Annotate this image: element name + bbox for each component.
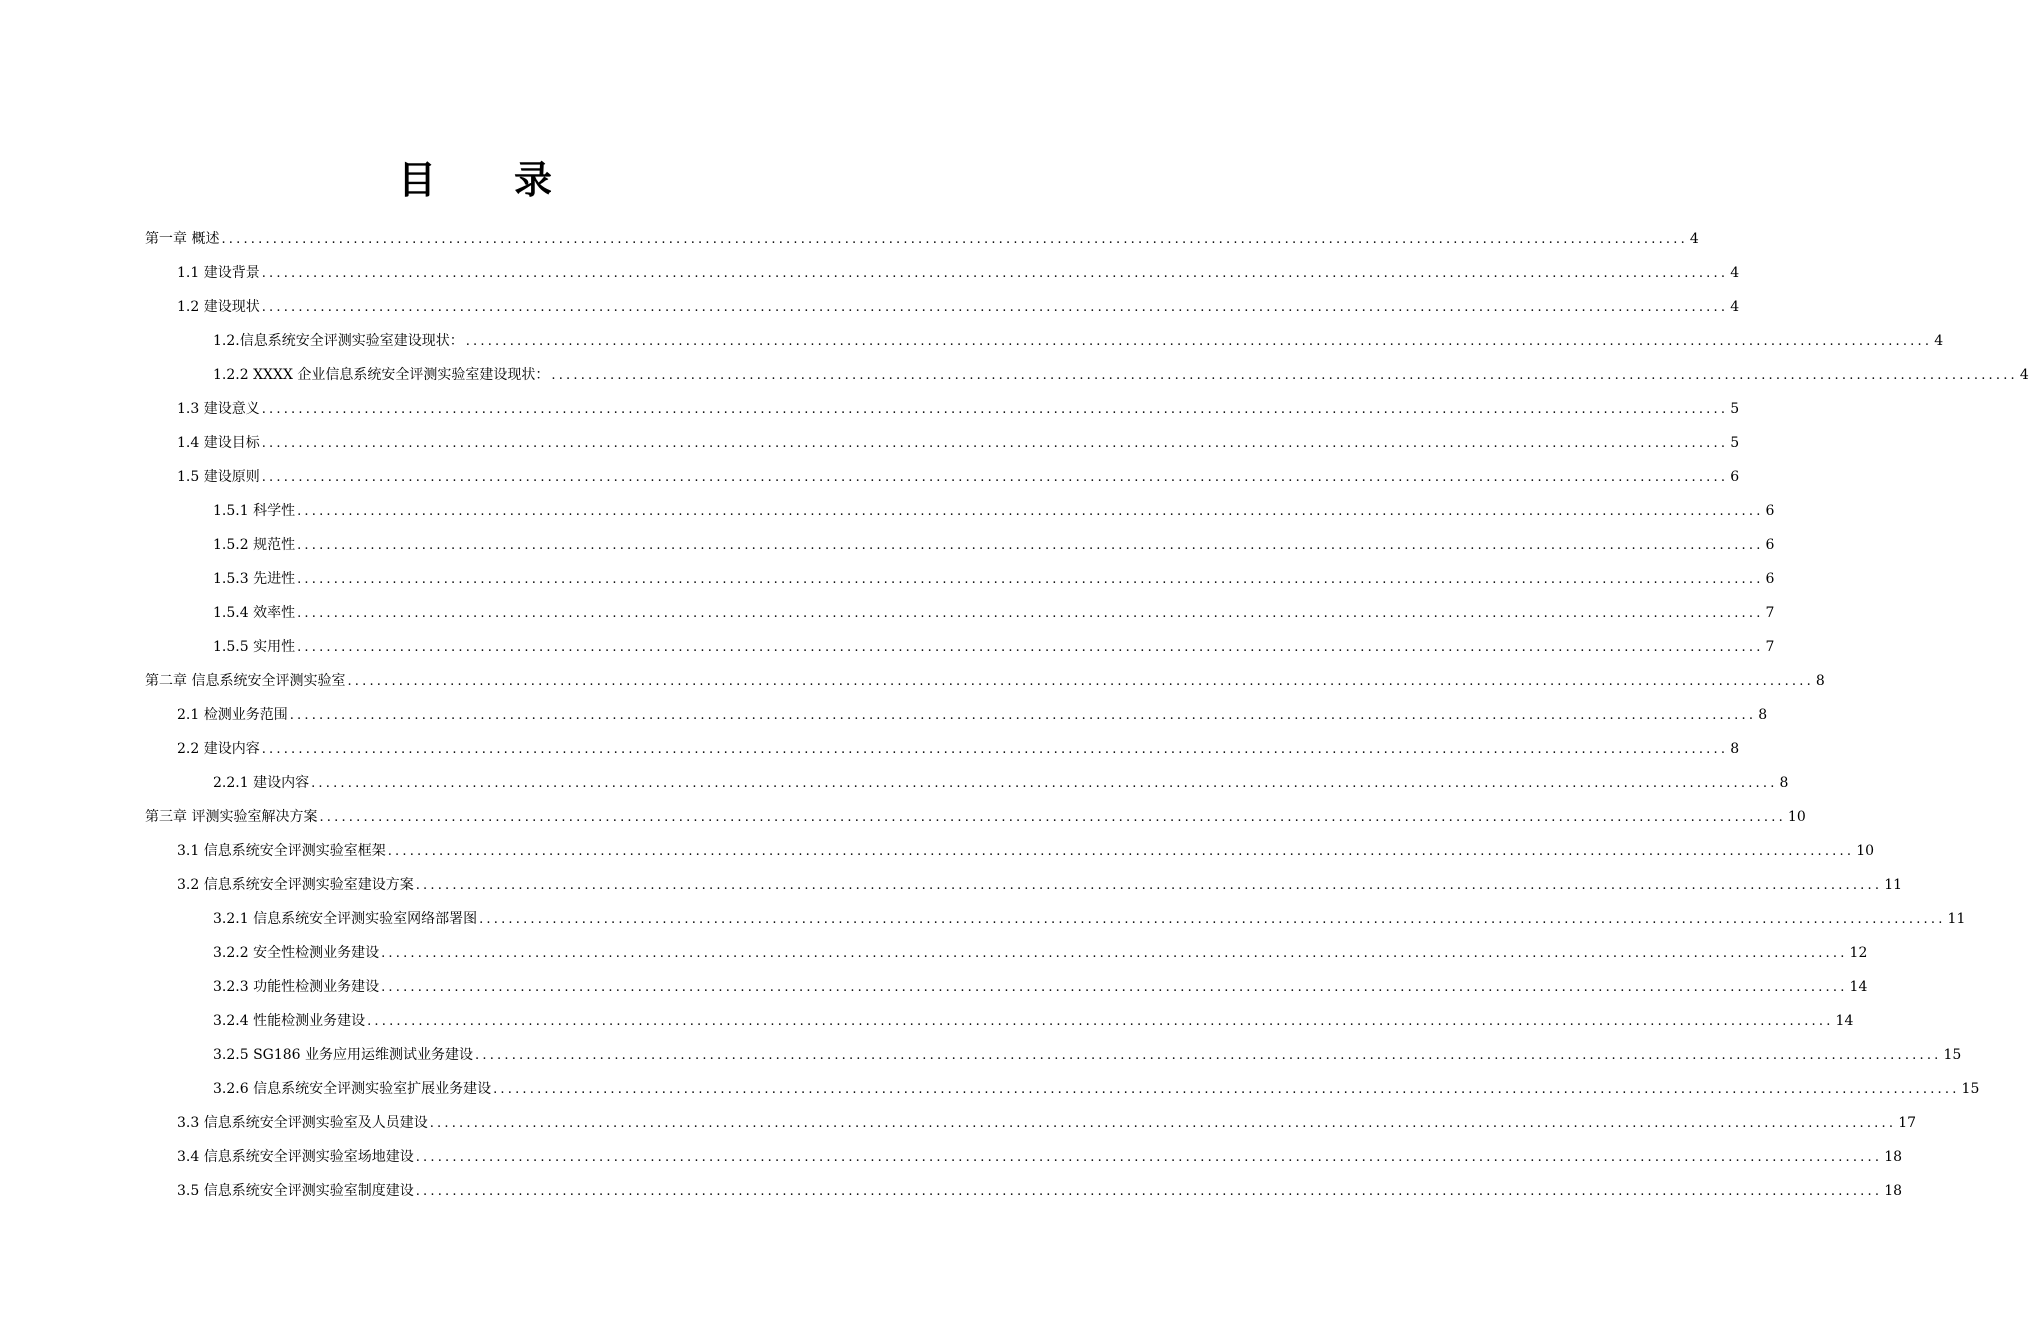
toc-entry[interactable]: [177, 1106, 1917, 1140]
toc-page-number: 10: [1856, 843, 1875, 859]
toc-title-char-1: 目: [397, 158, 436, 202]
toc-entry-label: 3.2.3 功能性检测业务建设: [213, 979, 380, 995]
toc-page-number: 4: [1730, 265, 1740, 281]
toc-entry[interactable]: [177, 868, 1903, 902]
toc-entry[interactable]: [177, 290, 1740, 324]
toc-entry-label: 2.1 检测业务范围: [177, 707, 288, 723]
toc-page-number: 4: [1934, 333, 1944, 349]
toc-entry-label: 1.2.信息系统安全评测实验室建设现状：: [213, 333, 464, 349]
toc-entry-label: 1.5.4 效率性: [213, 605, 296, 621]
toc-page-number: 5: [1730, 435, 1740, 451]
toc-entry[interactable]: [213, 596, 1775, 630]
toc-page-number: 14: [1849, 979, 1868, 995]
toc-page-number: 7: [1765, 639, 1775, 655]
toc-page-number: 5: [1730, 401, 1740, 417]
toc-dot-leader: ........................................................................................................................................................................................................: [493, 1082, 1960, 1097]
toc-dot-leader: ........................................................................................................................................................................................................: [415, 878, 1883, 893]
toc-dot-leader: ........................................................................................................................................................................................................: [261, 742, 1729, 757]
toc-entry[interactable]: [145, 800, 1806, 834]
toc-title-char-2: 录: [514, 158, 553, 202]
toc-dot-leader: ........................................................................................................................................................................................................: [415, 1184, 1883, 1199]
toc-entry[interactable]: [177, 426, 1740, 460]
toc-page-number: 18: [1884, 1149, 1903, 1165]
toc-page-number: 17: [1898, 1115, 1917, 1131]
toc-entry-label: 2.2 建设内容: [177, 741, 260, 757]
toc-entry-label: 3.2.2 安全性检测业务建设: [213, 945, 380, 961]
toc-dot-leader: ........................................................................................................................................................................................................: [297, 606, 1764, 621]
toc-entry[interactable]: [177, 1174, 1903, 1208]
toc-entry-label: 1.5.2 规范性: [213, 537, 296, 553]
toc-entry-label: 3.3 信息系统安全评测实验室及人员建设: [177, 1115, 428, 1131]
toc-dot-leader: ........................................................................................................................................................................................................: [415, 1150, 1883, 1165]
toc-entry[interactable]: [177, 698, 1768, 732]
toc-page-number: 8: [1779, 775, 1789, 791]
toc-entry-label: 3.5 信息系统安全评测实验室制度建设: [177, 1183, 414, 1199]
toc-dot-leader: ........................................................................................................................................................................................................: [367, 1014, 1834, 1029]
toc-page-number: 4: [2019, 367, 2029, 383]
toc-dot-leader: ........................................................................................................................................................................................................: [297, 504, 1764, 519]
toc-dot-leader: ........................................................................................................................................................................................................: [261, 402, 1729, 417]
toc-entry-label: 3.2.6 信息系统安全评测实验室扩展业务建设: [213, 1081, 492, 1097]
toc-page-number: 10: [1787, 809, 1806, 825]
toc-entry-label: 1.1 建设背景: [177, 265, 260, 281]
toc-entry-label: 第三章 评测实验室解决方案: [145, 809, 318, 825]
toc-dot-leader: ........................................................................................................................................................................................................: [261, 470, 1729, 485]
toc-page-number: 8: [1758, 707, 1768, 723]
toc-entry-label: 第二章 信息系统安全评测实验室: [145, 673, 346, 689]
toc-page-number: 6: [1765, 571, 1775, 587]
toc-entry-label: 1.5 建设原则: [177, 469, 260, 485]
toc-entry[interactable]: [177, 256, 1740, 290]
toc-dot-leader: ........................................................................................................................................................................................................: [319, 810, 1786, 825]
toc-dot-leader: ........................................................................................................................................................................................................: [381, 980, 1848, 995]
toc-entry[interactable]: [213, 1072, 1980, 1106]
toc-page-number: 4: [1689, 231, 1699, 247]
toc-page-number: 7: [1765, 605, 1775, 621]
toc-entry-label: 3.4 信息系统安全评测实验室场地建设: [177, 1149, 414, 1165]
toc-entry[interactable]: [177, 392, 1740, 426]
toc-entry[interactable]: [213, 1038, 1962, 1072]
toc-entry[interactable]: [177, 460, 1740, 494]
toc-entry[interactable]: [213, 562, 1775, 596]
toc-entry-label: 1.2.2 XXXX 企业信息系统安全评测实验室建设现状：: [213, 367, 550, 383]
toc-entry[interactable]: [177, 834, 1875, 868]
toc-dot-leader: ........................................................................................................................................................................................................: [297, 572, 1764, 587]
toc-entry[interactable]: [213, 1004, 1854, 1038]
toc-page-number: 8: [1730, 741, 1740, 757]
toc-entry-label: 3.1 信息系统安全评测实验室框架: [177, 843, 386, 859]
toc-dot-leader: ........................................................................................................................................................................................................: [289, 708, 1757, 723]
toc-entry[interactable]: [213, 936, 1868, 970]
toc-entry-label: 3.2.4 性能检测业务建设: [213, 1013, 366, 1029]
toc-dot-leader: ........................................................................................................................................................................................................: [261, 436, 1729, 451]
toc-dot-leader: ........................................................................................................................................................................................................: [261, 266, 1729, 281]
toc-entry[interactable]: [213, 528, 1775, 562]
toc-dot-leader: ........................................................................................................................................................................................................: [221, 232, 1688, 247]
toc-dot-leader: ........................................................................................................................................................................................................: [475, 1048, 1942, 1063]
toc-entry-label: 1.5.1 科学性: [213, 503, 296, 519]
toc-dot-leader: ........................................................................................................................................................................................................: [387, 844, 1855, 859]
toc-entry-label: 1.2 建设现状: [177, 299, 260, 315]
toc-entry-label: 1.5.3 先进性: [213, 571, 296, 587]
toc-entry[interactable]: [213, 358, 2029, 392]
toc-entry[interactable]: [145, 222, 1699, 256]
toc-entry-label: 3.2.5 SG186 业务应用运维测试业务建设: [213, 1047, 474, 1063]
toc-dot-leader: ........................................................................................................................................................................................................: [297, 538, 1764, 553]
toc-page-number: 6: [1765, 537, 1775, 553]
toc-entry-label: 3.2.1 信息系统安全评测实验室网络部署图: [213, 911, 478, 927]
toc-entry[interactable]: [213, 630, 1775, 664]
toc-page-number: 11: [1884, 877, 1903, 893]
toc-entry[interactable]: [213, 494, 1775, 528]
toc-page-number: 11: [1947, 911, 1966, 927]
toc-entry-label: 2.2.1 建设内容: [213, 775, 310, 791]
toc-dot-leader: ........................................................................................................................................................................................................: [551, 368, 2018, 383]
toc-entry[interactable]: [213, 766, 1789, 800]
toc-page-number: 4: [1730, 299, 1740, 315]
toc-page-number: 6: [1765, 503, 1775, 519]
toc-entry-label: 1.5.5 实用性: [213, 639, 296, 655]
toc-dot-leader: ........................................................................................................................................................................................................: [465, 334, 1933, 349]
toc-entry[interactable]: [177, 1140, 1903, 1174]
toc-entry[interactable]: [213, 970, 1868, 1004]
toc-entry-label: 1.4 建设目标: [177, 435, 260, 451]
toc-page-number: 15: [1943, 1047, 1962, 1063]
toc-page-number: 18: [1884, 1183, 1903, 1199]
toc-entry[interactable]: [177, 732, 1740, 766]
toc-entry[interactable]: [213, 902, 1966, 936]
toc-page-number: 8: [1815, 673, 1825, 689]
toc-page-number: 15: [1961, 1081, 1980, 1097]
toc-entry[interactable]: [213, 324, 1944, 358]
toc-entry-label: 第一章 概述: [145, 231, 220, 247]
toc-entry-label: 1.3 建设意义: [177, 401, 260, 417]
toc-entry-label: 3.2 信息系统安全评测实验室建设方案: [177, 877, 414, 893]
toc-dot-leader: ........................................................................................................................................................................................................: [311, 776, 1778, 791]
toc-dot-leader: ........................................................................................................................................................................................................: [297, 640, 1764, 655]
toc-dot-leader: ........................................................................................................................................................................................................: [381, 946, 1848, 961]
toc-dot-leader: ........................................................................................................................................................................................................: [479, 912, 1946, 927]
toc-page-number: 6: [1730, 469, 1740, 485]
toc-dot-leader: ........................................................................................................................................................................................................: [347, 674, 1814, 689]
toc-page-number: 12: [1849, 945, 1868, 961]
toc-page-number: 14: [1835, 1013, 1854, 1029]
toc-entry[interactable]: [145, 664, 1825, 698]
toc-title: [0, 150, 950, 210]
toc-dot-leader: ........................................................................................................................................................................................................: [429, 1116, 1897, 1131]
toc-dot-leader: ........................................................................................................................................................................................................: [261, 300, 1729, 315]
